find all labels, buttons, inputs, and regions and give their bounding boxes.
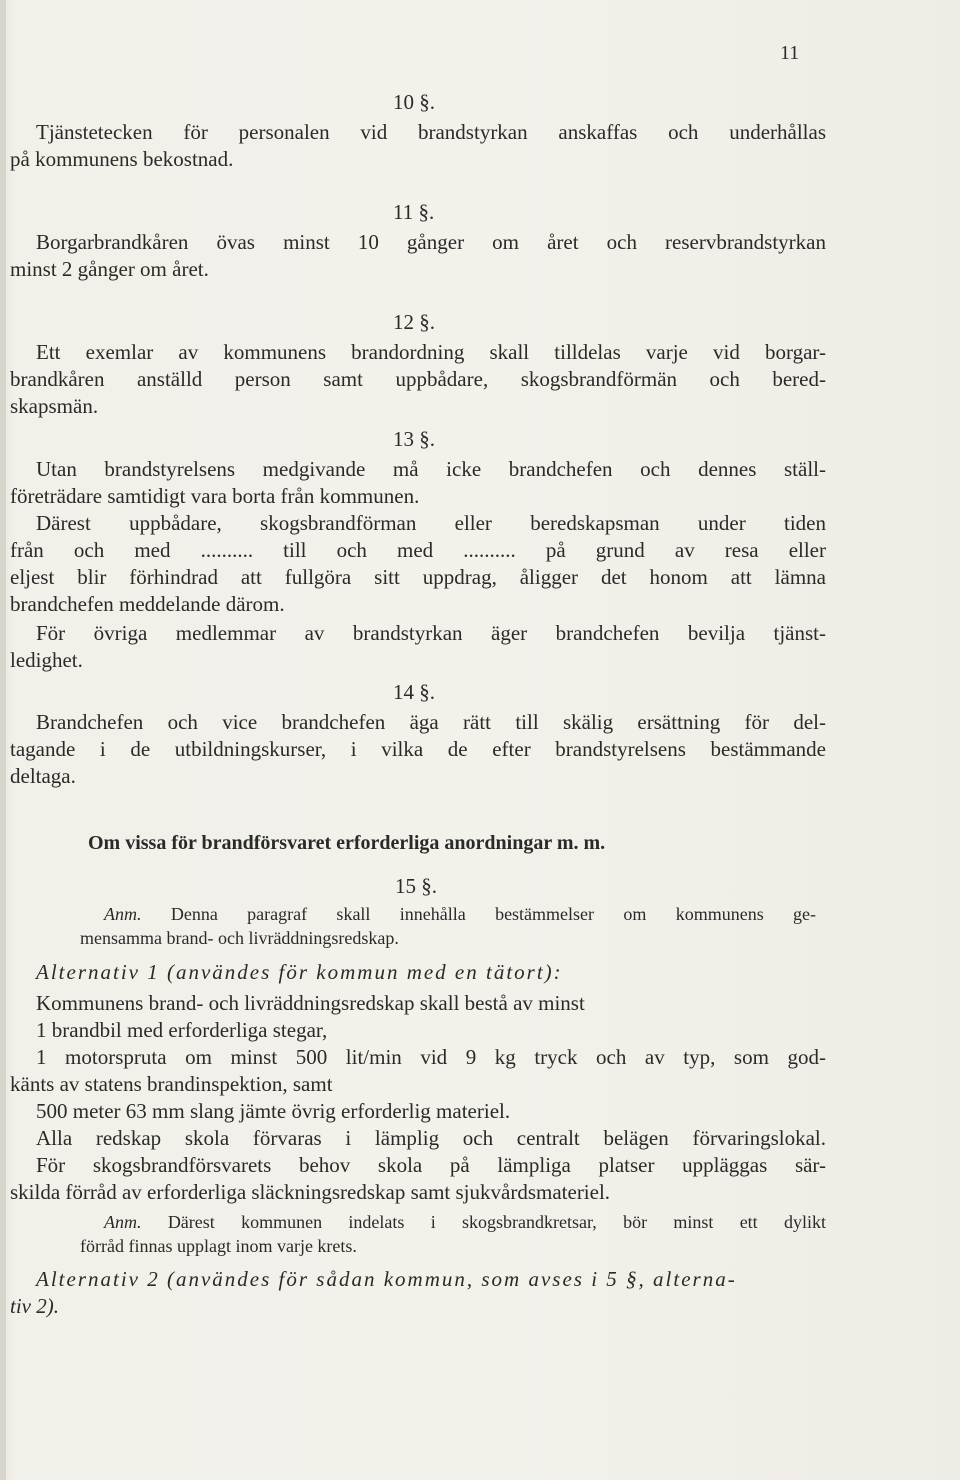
alt-1-line-5: 500 meter 63 mm slang jämte övrig erforderlig materiel. bbox=[36, 1099, 511, 1123]
section-12-heading: 12 §. bbox=[393, 310, 435, 334]
page-edge bbox=[0, 0, 6, 1480]
section-12-line-2: brandkåren anställd person samt uppbådare, skogsbrandförmän och bered- bbox=[10, 367, 826, 391]
alt-1-line-7: För skogsbrandförsvarets behov skola på lämpliga platser uppläggas sär- bbox=[36, 1153, 826, 1177]
anm-2-line-2: förråd finnas upplagt inom varje krets. bbox=[80, 1236, 357, 1256]
section-13-line-8: ledighet. bbox=[10, 648, 83, 672]
anm-2-text: Därest kommunen indelats i skogsbrandkretsar, bör minst ett dylikt bbox=[167, 1212, 826, 1232]
section-14-line-3: deltaga. bbox=[10, 764, 76, 788]
section-11-heading: 11 §. bbox=[393, 200, 435, 224]
alt-1-line-4: känts av statens brandinspektion, samt bbox=[10, 1072, 333, 1096]
section-13-line-1: Utan brandstyrelsens medgivande må icke brandchefen och dennes ställ- bbox=[36, 457, 826, 481]
anm-1-label: Anm. bbox=[104, 904, 142, 924]
anm-1-text: Denna paragraf skall innehålla bestämmelser om kommunens ge- bbox=[170, 904, 817, 924]
section-13-line-5: eljest blir förhindrad att fullgöra sitt uppdrag, åligger det honom att lämna bbox=[10, 565, 826, 589]
alt-2-line-1: Alternativ 2 (användes för sådan kommun, som avses i 5 §, alterna- bbox=[36, 1267, 737, 1291]
section-12-line-1: Ett exemlar av kommunens brandordning skall tilldelas varje vid borgar- bbox=[36, 340, 826, 364]
section-10-heading: 10 §. bbox=[393, 90, 435, 114]
section-10-line-2: på kommunens bekostnad. bbox=[10, 147, 234, 171]
alt-1-line-6: Alla redskap skola förvaras i lämplig och centralt belägen förvaringslokal. bbox=[36, 1126, 826, 1150]
section-11-line-1: Borgarbrandkåren övas minst 10 gånger om året och reservbrandstyrkan bbox=[36, 230, 826, 254]
anm-1-line-2: mensamma brand- och livräddningsredskap. bbox=[80, 928, 399, 948]
section-14-line-2: tagande i de utbildningskurser, i vilka de efter brandstyrelsens bestämmande bbox=[10, 737, 826, 761]
anm-2-label: Anm. bbox=[104, 1212, 142, 1232]
alt-1-line-1: Kommunens brand- och livräddningsredskap skall bestå av minst bbox=[36, 991, 585, 1015]
alt-2-line-2: tiv 2). bbox=[10, 1294, 59, 1318]
section-13-line-3: Därest uppbådare, skogsbrandförman eller beredskapsman under tiden bbox=[36, 511, 826, 535]
alt-1-title: Alternativ 1 (användes för kommun med en tätort): bbox=[36, 960, 563, 984]
alt-1-line-3: 1 motorspruta om minst 500 lit/min vid 9 kg tryck och av typ, som god- bbox=[36, 1045, 826, 1069]
anm-1-line-1 bbox=[104, 904, 816, 925]
section-10-line-1: Tjänstetecken för personalen vid brandstyrkan anskaffas och underhållas bbox=[36, 120, 826, 144]
chapter-title: Om vissa för brandförsvaret erforderliga anordningar m. m. bbox=[88, 832, 606, 854]
section-14-line-1: Brandchefen och vice brandchefen äga rätt till skälig ersättning för del- bbox=[36, 710, 826, 734]
page-number: 11 bbox=[780, 42, 800, 64]
anm-2-line-1 bbox=[104, 1212, 826, 1233]
section-12-line-3: skapsmän. bbox=[10, 394, 99, 418]
alt-1-line-8: skilda förråd av erforderliga släckningsredskap samt sjukvårdsmateriel. bbox=[10, 1180, 611, 1204]
section-13-line-7: För övriga medlemmar av brandstyrkan äger brandchefen bevilja tjänst- bbox=[36, 621, 826, 645]
section-13-line-2: företrädare samtidigt vara borta från kommunen. bbox=[10, 484, 420, 508]
section-11-line-2: minst 2 gånger om året. bbox=[10, 257, 209, 281]
section-13-line-6: brandchefen meddelande därom. bbox=[10, 592, 285, 616]
section-13-heading: 13 §. bbox=[393, 427, 435, 451]
section-14-heading: 14 §. bbox=[393, 680, 435, 704]
alt-1-line-2: 1 brandbil med erforderliga stegar, bbox=[36, 1018, 328, 1042]
section-13-line-4: från och med .......... till och med .......... på grund av resa eller bbox=[10, 538, 826, 562]
section-15-heading: 15 §. bbox=[395, 874, 437, 898]
